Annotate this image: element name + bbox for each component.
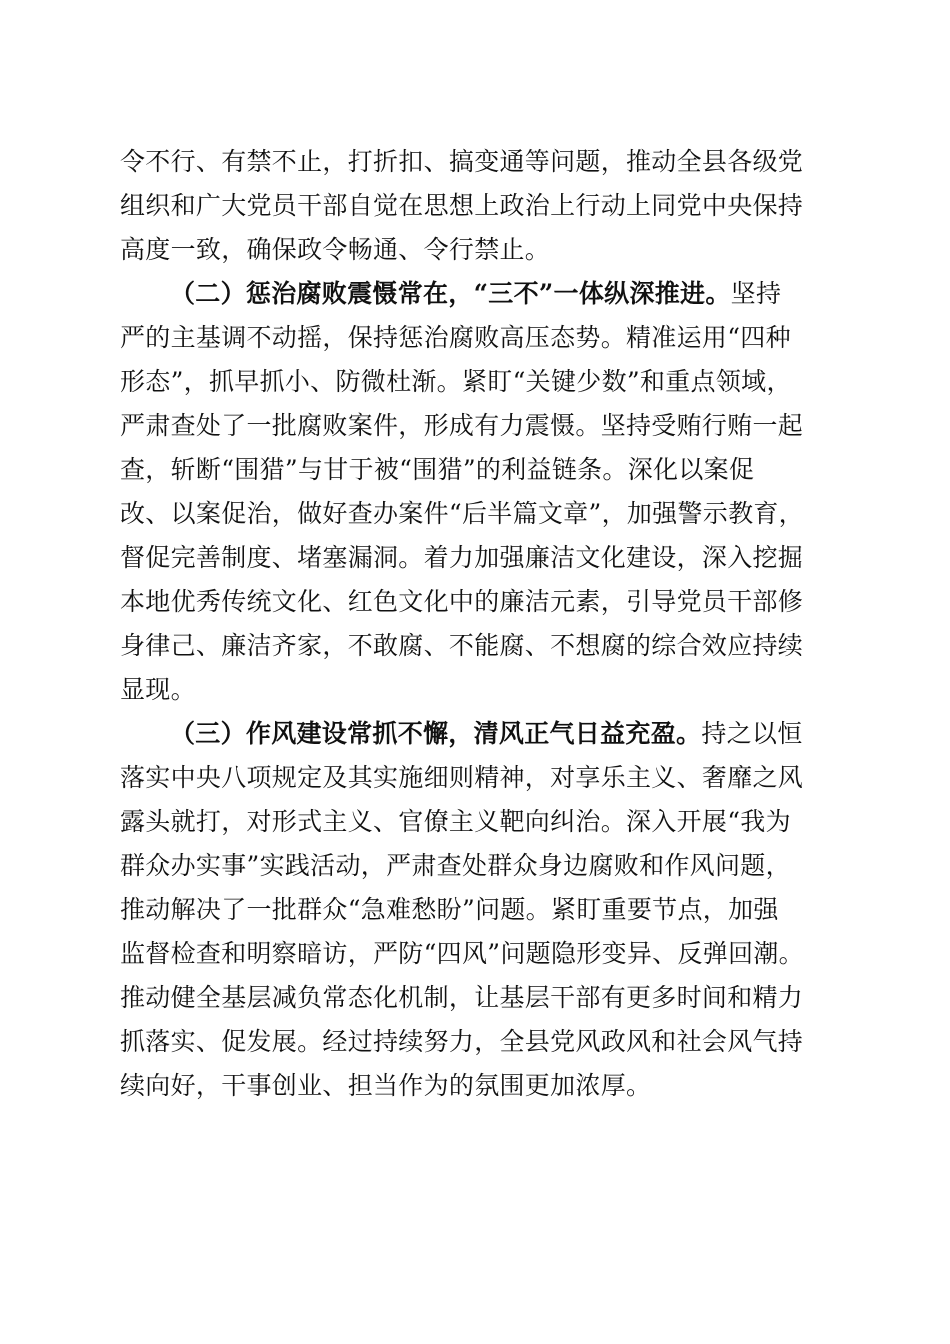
paragraph-first-line — [120, 712, 832, 756]
paragraph-line: 抓落实、促发展。经过持续努力，全县党风政风和社会风气持 — [120, 1027, 804, 1056]
paragraph-line: 组织和广大党员干部自觉在思想上政治上行动上同党中央保持 — [120, 191, 804, 220]
paragraph-3 — [120, 712, 832, 1108]
document-page — [120, 140, 832, 1108]
paragraph-line: 群众办实事”实践活动，严肃查处群众身边腐败和作风问题， — [120, 851, 791, 880]
paragraph-line: 高度一致，确保政令畅通、令行禁止。 — [120, 235, 551, 264]
paragraph-2 — [120, 272, 832, 712]
paragraph-text: 坚持 — [730, 279, 782, 308]
paragraph-text: 持之以恒 — [701, 719, 803, 748]
paragraph-1 — [120, 140, 832, 272]
paragraph-line: 身律己、廉洁齐家，不敢腐、不能腐、不想腐的综合效应持续 — [120, 631, 804, 660]
paragraph-line: 严肃查处了一批腐败案件，形成有力震慑。坚持受贿行贿一起 — [120, 411, 804, 440]
paragraph-line: 推动解决了一批群众“急难愁盼”问题。紧盯重要节点，加强 — [120, 895, 779, 924]
paragraph-line: 监督检查和明察暗访，严防“四风”问题隐形变异、反弹回潮。 — [120, 939, 804, 968]
section-heading: （二）惩治腐败震慑常在，“三不”一体纵深推进。 — [170, 279, 731, 308]
paragraph-line: 严的主基调不动摇，保持惩治腐败高压态势。精准运用“四种 — [120, 323, 791, 352]
paragraph-line: 令不行、有禁不止，打折扣、搞变通等问题，推动全县各级党 — [120, 147, 804, 176]
paragraph-line: 推动健全基层减负常态化机制，让基层干部有更多时间和精力 — [120, 983, 804, 1012]
paragraph-line: 续向好，干事创业、担当作为的氛围更加浓厚。 — [120, 1071, 652, 1100]
paragraph-line: 查，斩断“围猎”与甘于被“围猎”的利益链条。深化以案促 — [120, 455, 755, 484]
paragraph-line: 显现。 — [120, 675, 196, 704]
paragraph-line: 督促完善制度、堵塞漏洞。着力加强廉洁文化建设，深入挖掘 — [120, 543, 804, 572]
paragraph-line: 形态”，抓早抓小、防微杜渐。紧盯“关键少数”和重点领域， — [120, 367, 792, 396]
paragraph-line: 改、以案促治，做好查办案件“后半篇文章”，加强警示教育， — [120, 499, 804, 528]
paragraph-line: 落实中央八项规定及其实施细则精神，对享乐主义、奢靡之风 — [120, 763, 804, 792]
paragraph-line: 本地优秀传统文化、红色文化中的廉洁元素，引导党员干部修 — [120, 587, 804, 616]
section-heading: （三）作风建设常抓不懈，清风正气日益充盈。 — [170, 719, 702, 748]
paragraph-first-line — [120, 272, 832, 316]
paragraph-line: 露头就打，对形式主义、官僚主义靶向纠治。深入开展“我为 — [120, 807, 791, 836]
